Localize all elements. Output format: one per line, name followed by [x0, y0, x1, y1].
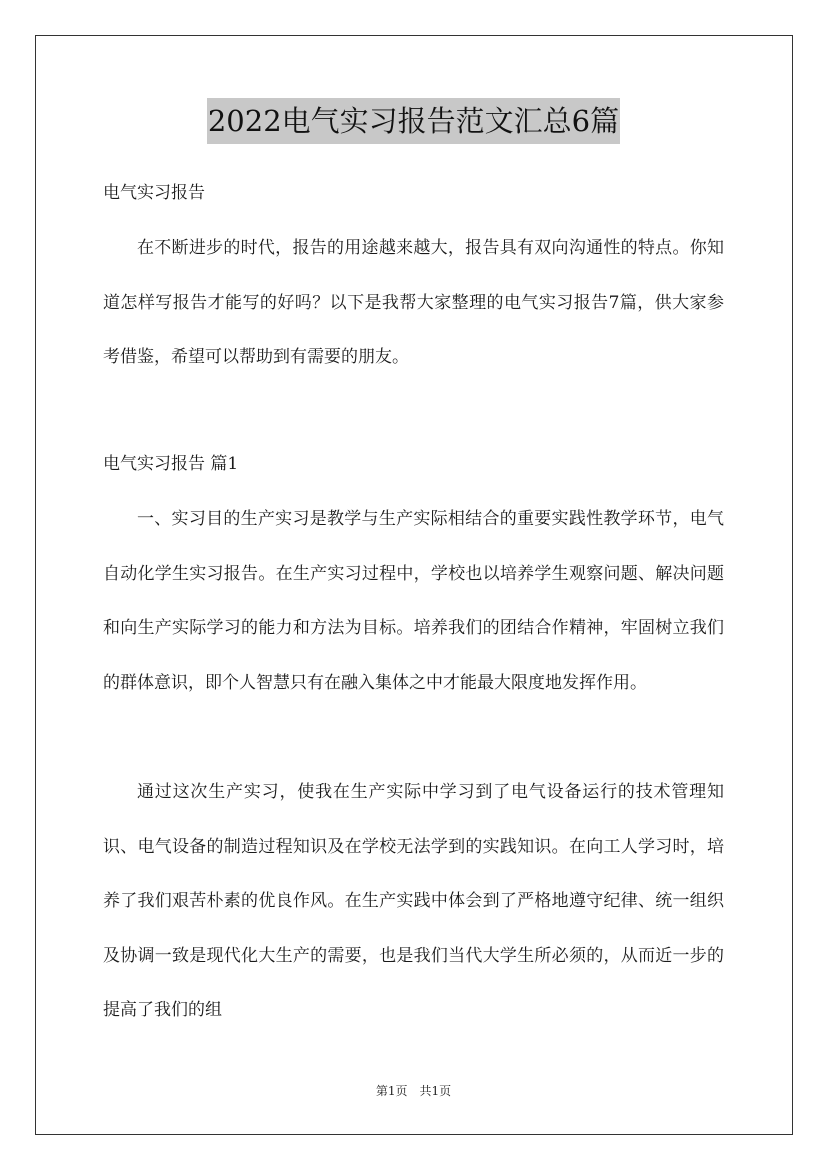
title-container	[0, 98, 827, 144]
page-number: 第1页 共1页	[375, 1084, 452, 1098]
intro-heading: 电气实习报告	[103, 183, 205, 203]
section-paragraph-2: 通过这次生产实习，使我在生产实际中学习到了电气设备运行的技术管理知识、电气设备的制造过程知识及在学校无法学到的实践知识。在向工人学习时，培养了我们艰苦朴素的优良作风。在生产实践中体会到了严格地遵守纪律、统一组织及协调一致是现代化大生产的需要，也是我们当代大学生所必须的，从而近一步的提高了我们的组	[103, 782, 724, 1020]
document-title: 2022电气实习报告范文汇总6篇	[207, 98, 620, 144]
section-heading: 电气实习报告 篇1	[103, 454, 239, 474]
section-paragraph-1: 一、实习目的生产实习是教学与生产实际相结合的重要实践性教学环节，电气自动化学生实习报告。在生产实习过程中，学校也以培养学生观察问题、解决问题和向生产实际学习的能力和方法为目标。培养我们的团结合作精神，牢固树立我们的群体意识，即个人智慧只有在融入集体之中才能最大限度地发挥作用。	[103, 509, 724, 693]
intro-paragraph: 在不断进步的时代，报告的用途越来越大，报告具有双向沟通性的特点。你知道怎样写报告才能写的好吗？以下是我帮大家整理的电气实习报告7篇，供大家参考借鉴，希望可以帮助到有需要的朋友。	[103, 238, 724, 367]
